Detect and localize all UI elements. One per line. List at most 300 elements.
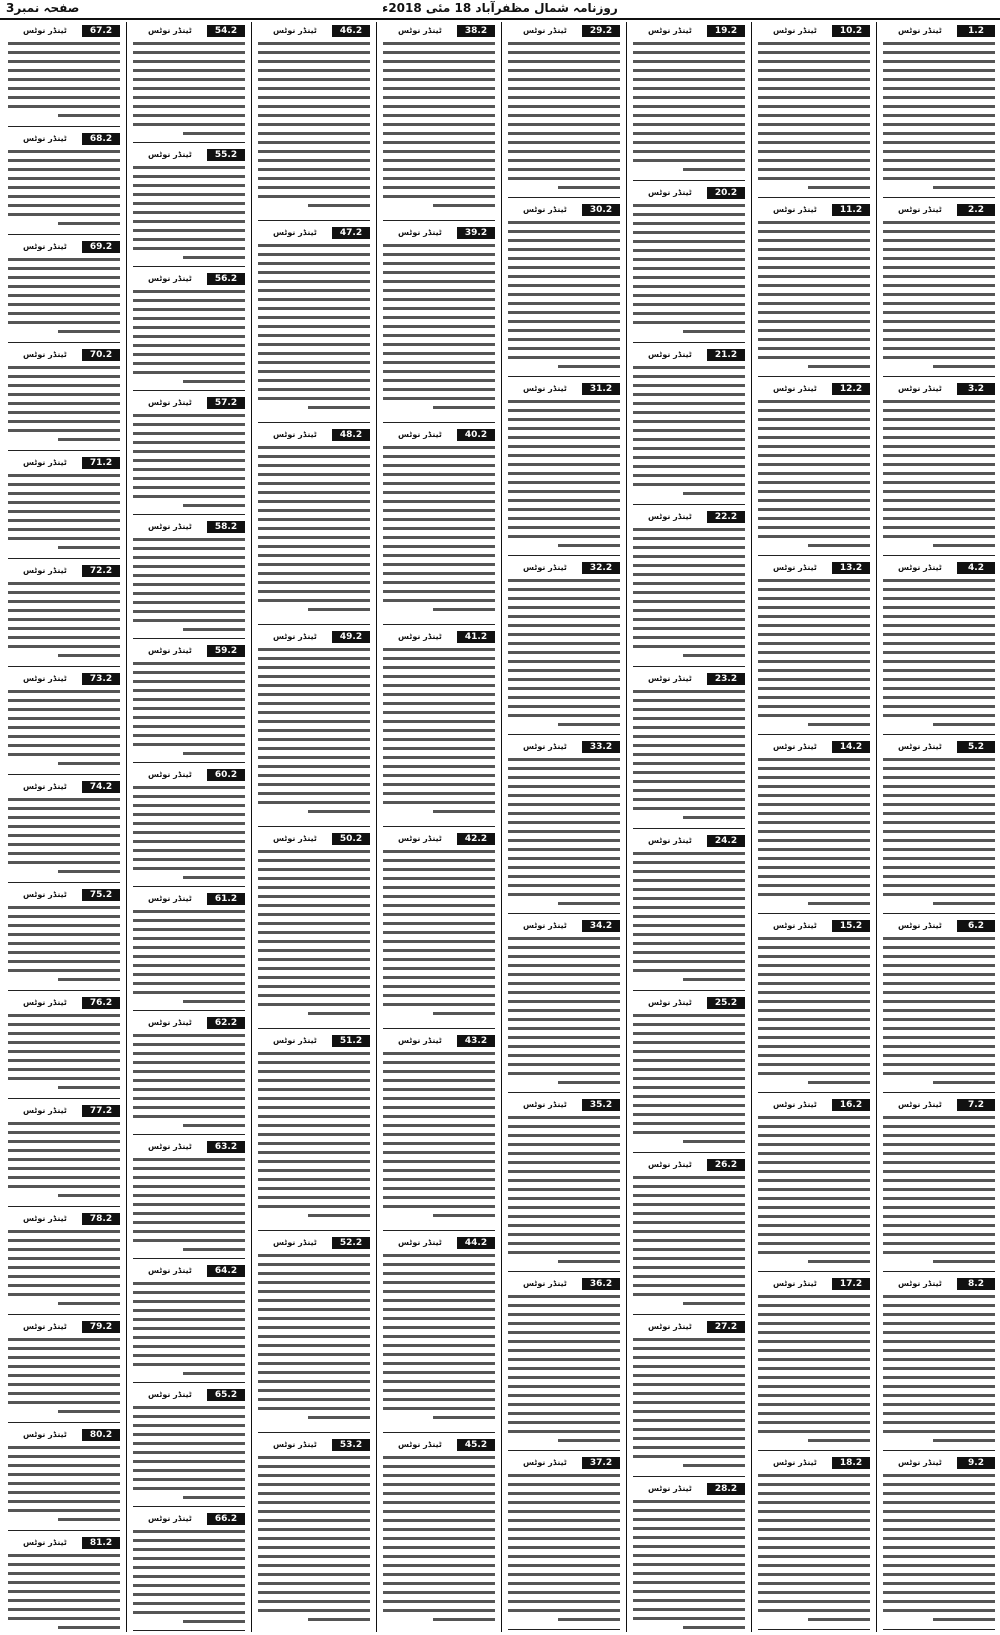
tender-notice-number: 32.2 (582, 562, 620, 574)
tender-notice-body (758, 576, 870, 732)
notice-divider (383, 826, 495, 827)
tender-notice (758, 741, 870, 917)
tender-notice-body (8, 1551, 120, 1632)
tender-notice (133, 645, 245, 766)
tender-notice-body (633, 1173, 745, 1312)
tender-notice-number: 34.2 (582, 920, 620, 932)
tender-notice-number: 56.2 (207, 273, 245, 285)
notice-divider (133, 1506, 245, 1507)
tender-notice-number: 13.2 (832, 562, 870, 574)
tender-notice-body (8, 363, 120, 448)
notice-divider (883, 734, 995, 735)
tender-notice-body (133, 1155, 245, 1256)
tender-notice-header (883, 1099, 995, 1111)
tender-notice (508, 25, 620, 201)
tender-notice-title: ٹینڈر نوٹس (898, 563, 942, 572)
tender-notice (633, 835, 745, 994)
notice-divider (133, 390, 245, 391)
tender-notice-title: ٹینڈر نوٹس (898, 1279, 942, 1288)
tender-notice (133, 397, 245, 518)
tender-notice-title: ٹینڈر نوٹس (148, 398, 192, 407)
notice-divider (258, 220, 370, 221)
tender-notice-body (258, 1049, 370, 1228)
tender-notice (8, 565, 120, 670)
notice-divider (133, 1134, 245, 1135)
tender-notice-body (508, 218, 620, 374)
tender-notice-title: ٹینڈر نوٹس (648, 26, 692, 35)
tender-notice-body (383, 645, 495, 824)
notice-divider (8, 666, 120, 667)
tender-notice-header (8, 889, 120, 901)
notice-divider (633, 1314, 745, 1315)
tender-notice-header (8, 565, 120, 577)
tender-notice-title: ٹینڈر نوٹس (648, 998, 692, 1007)
tender-notice-header (633, 997, 745, 1009)
tender-notice (258, 429, 370, 628)
tender-notice-number: 49.2 (332, 631, 370, 643)
notice-divider (758, 1450, 870, 1451)
notice-divider (8, 342, 120, 343)
tender-notice-title: ٹینڈر نوٹس (23, 458, 67, 467)
tender-notice-header (883, 920, 995, 932)
tender-notice-title: ٹینڈر نوٹس (23, 350, 67, 359)
tender-notice-body (258, 39, 370, 218)
tender-notice-title: ٹینڈر نوٹس (648, 188, 692, 197)
tender-notice-body (883, 576, 995, 732)
column-8 (8, 22, 120, 1632)
tender-notice-body (133, 1403, 245, 1504)
tender-notice-header (258, 1237, 370, 1249)
tender-notice (383, 631, 495, 830)
tender-notice-title: ٹینڈر نوٹس (148, 150, 192, 159)
tender-notice-title: ٹینڈر نوٹس (648, 1484, 692, 1493)
column-7 (133, 22, 245, 1632)
tender-notice-title: ٹینڈر نوٹس (523, 205, 567, 214)
tender-notice (258, 1237, 370, 1436)
tender-notice (8, 1105, 120, 1210)
tender-notice (133, 1389, 245, 1510)
tender-notice-body (758, 39, 870, 195)
tender-notice-title: ٹینڈر نوٹس (148, 894, 192, 903)
tender-notice (633, 673, 745, 832)
column-rule (751, 22, 752, 1632)
tender-notice-header (508, 1457, 620, 1469)
tender-notice-body (383, 39, 495, 218)
tender-notice-title: ٹینڈر نوٹس (23, 242, 67, 251)
tender-notice-title: ٹینڈر نوٹس (898, 742, 942, 751)
tender-notice-header (133, 25, 245, 37)
tender-notice-title: ٹینڈر نوٹس (773, 563, 817, 572)
notice-divider (133, 142, 245, 143)
tender-notice-number: 74.2 (82, 781, 120, 793)
tender-notice-number: 10.2 (832, 25, 870, 37)
tender-notice-body (508, 1471, 620, 1627)
tender-notice-number: 65.2 (207, 1389, 245, 1401)
tender-notice-header (508, 920, 620, 932)
tender-notice-title: ٹینڈر نوٹس (273, 632, 317, 641)
tender-notice-number: 67.2 (82, 25, 120, 37)
notice-divider (383, 220, 495, 221)
tender-notice-number: 61.2 (207, 893, 245, 905)
tender-notice-header (508, 1278, 620, 1290)
tender-notice-title: ٹینڈر نوٹس (523, 742, 567, 751)
tender-notice (258, 1439, 370, 1632)
tender-notice-body (133, 1279, 245, 1380)
tender-notice-body (8, 1443, 120, 1528)
tender-notice-header (883, 1457, 995, 1469)
notice-divider (633, 990, 745, 991)
tender-notice-body (883, 934, 995, 1090)
tender-notice-body (8, 147, 120, 232)
tender-notice-number: 80.2 (82, 1429, 120, 1441)
tender-notice-title: ٹینڈر نوٹس (523, 1100, 567, 1109)
notice-divider (133, 638, 245, 639)
tender-notice-header (758, 204, 870, 216)
notice-divider (133, 762, 245, 763)
tender-notice-number: 37.2 (582, 1457, 620, 1469)
tender-notice-title: ٹینڈر نوٹس (148, 646, 192, 655)
tender-notice-title: ٹینڈر نوٹس (273, 1238, 317, 1247)
tender-notice-body (883, 1292, 995, 1448)
tender-notice-header (383, 25, 495, 37)
tender-notice-title: ٹینڈر نوٹس (773, 1458, 817, 1467)
tender-notice-number: 11.2 (832, 204, 870, 216)
notice-divider (383, 422, 495, 423)
tender-notice (8, 673, 120, 778)
tender-notice-header (133, 769, 245, 781)
notice-divider (258, 1432, 370, 1433)
tender-notice-title: ٹینڈر نوٹس (148, 274, 192, 283)
tender-notice-header (758, 920, 870, 932)
notice-divider (883, 197, 995, 198)
notice-divider (883, 913, 995, 914)
tender-notice-number: 71.2 (82, 457, 120, 469)
tender-notice-number: 26.2 (707, 1159, 745, 1171)
tender-notice-title: ٹینڈر نوٹس (398, 1238, 442, 1247)
notice-divider (758, 734, 870, 735)
tender-notice (8, 1537, 120, 1632)
tender-notice-title: ٹینڈر نوٹس (23, 1538, 67, 1547)
tender-notice-body (633, 1497, 745, 1632)
tender-notice-header (883, 741, 995, 753)
tender-notice (8, 25, 120, 130)
tender-notice-header (133, 893, 245, 905)
tender-notice-title: ٹینڈر نوٹس (23, 566, 67, 575)
tender-notice-title: ٹینڈر نوٹس (648, 1322, 692, 1331)
tender-notice (508, 1099, 620, 1275)
tender-notice-body (633, 1011, 745, 1150)
tender-notice-title: ٹینڈر نوٹس (523, 563, 567, 572)
tender-notice-number: 9.2 (957, 1457, 995, 1469)
tender-notice-body (8, 795, 120, 880)
tender-notice-title: ٹینڈر نوٹس (648, 1160, 692, 1169)
tender-notice-header (758, 562, 870, 574)
tender-notice-body (133, 1031, 245, 1132)
tender-notice-header (508, 383, 620, 395)
tender-notice-header (8, 1321, 120, 1333)
tender-notice-number: 43.2 (457, 1035, 495, 1047)
tender-notice (258, 25, 370, 224)
tender-notice-number: 25.2 (707, 997, 745, 1009)
tender-notice-number: 45.2 (457, 1439, 495, 1451)
notice-divider (8, 1206, 120, 1207)
tender-notice-title: ٹینڈر نوٹس (23, 1106, 67, 1115)
tender-notice (758, 25, 870, 201)
tender-notice-title: ٹینڈر نوٹس (148, 1390, 192, 1399)
tender-notice-body (8, 255, 120, 340)
tender-notice-body (633, 687, 745, 826)
tender-notice-body (258, 847, 370, 1026)
tender-notice-header (133, 273, 245, 285)
notice-divider (883, 555, 995, 556)
tender-notice-body (258, 241, 370, 420)
notice-divider (883, 1450, 995, 1451)
tender-notice-number: 53.2 (332, 1439, 370, 1451)
tender-notice (258, 1035, 370, 1234)
tender-notice-title: ٹینڈر نوٹس (523, 1458, 567, 1467)
tender-notice-number: 54.2 (207, 25, 245, 37)
tender-notice-title: ٹینڈر نوٹس (523, 1279, 567, 1288)
tender-notice-number: 60.2 (207, 769, 245, 781)
tender-notice-title: ٹینڈر نوٹس (773, 205, 817, 214)
tender-notice-header (633, 673, 745, 685)
tender-notice-number: 36.2 (582, 1278, 620, 1290)
tender-notice-title: ٹینڈر نوٹس (648, 674, 692, 683)
tender-notice-header (383, 1439, 495, 1451)
tender-notice-header (758, 1457, 870, 1469)
notice-divider (8, 450, 120, 451)
tender-notice-number: 20.2 (707, 187, 745, 199)
tender-notice (8, 349, 120, 454)
notice-divider (8, 558, 120, 559)
tender-notice-title: ٹینڈر نوٹس (23, 26, 67, 35)
tender-notice-number: 59.2 (207, 645, 245, 657)
notice-divider (633, 180, 745, 181)
tender-notice (633, 511, 745, 670)
tender-notice-number: 14.2 (832, 741, 870, 753)
tender-notice-header (258, 429, 370, 441)
notice-divider (383, 1028, 495, 1029)
tender-notice-header (258, 833, 370, 845)
tender-notice-header (133, 1389, 245, 1401)
tender-notice (883, 383, 995, 559)
tender-notice-header (8, 25, 120, 37)
tender-notice-title: ٹینڈر نوٹس (898, 1100, 942, 1109)
tender-notice-number: 57.2 (207, 397, 245, 409)
tender-notice (633, 1483, 745, 1632)
tender-notice (508, 1457, 620, 1632)
tender-notice-body (508, 755, 620, 911)
tender-notice-header (8, 457, 120, 469)
tender-notice-body (508, 1113, 620, 1269)
tender-notice-number: 33.2 (582, 741, 620, 753)
tender-notice-body (633, 849, 745, 988)
notice-divider (133, 1630, 245, 1631)
notice-divider (758, 913, 870, 914)
tender-notice-header (633, 1321, 745, 1333)
tender-notice-number: 48.2 (332, 429, 370, 441)
tender-notice-header (758, 383, 870, 395)
tender-notice (758, 920, 870, 1096)
tender-notice-header (133, 149, 245, 161)
tender-notice-body (633, 39, 745, 178)
tender-notice-title: ٹینڈر نوٹس (648, 836, 692, 845)
notice-divider (883, 376, 995, 377)
tender-notice-header (633, 187, 745, 199)
notice-divider (883, 1271, 995, 1272)
notice-divider (508, 376, 620, 377)
column-5 (383, 22, 495, 1632)
tender-notice-body (883, 218, 995, 374)
tender-notice-number: 5.2 (957, 741, 995, 753)
notice-divider (8, 1530, 120, 1531)
notice-divider (8, 882, 120, 883)
tender-notice (133, 521, 245, 642)
tender-notice (883, 562, 995, 738)
tender-notice (383, 1035, 495, 1234)
tender-notice-number: 77.2 (82, 1105, 120, 1117)
tender-notice-number: 8.2 (957, 1278, 995, 1290)
tender-notice-body (383, 1251, 495, 1430)
tender-notice-title: ٹینڈر نوٹس (148, 1018, 192, 1027)
tender-notice-number: 72.2 (82, 565, 120, 577)
tender-notice (133, 149, 245, 270)
tender-notice (133, 25, 245, 146)
tender-notice-body (758, 934, 870, 1090)
tender-notice (383, 429, 495, 628)
notice-divider (8, 990, 120, 991)
tender-notice-number: 47.2 (332, 227, 370, 239)
notice-divider (8, 1422, 120, 1423)
notice-divider (633, 342, 745, 343)
tender-notice-number: 16.2 (832, 1099, 870, 1111)
notice-divider (633, 666, 745, 667)
tender-notice (883, 1278, 995, 1454)
tender-notice-number: 51.2 (332, 1035, 370, 1047)
tender-notice-number: 75.2 (82, 889, 120, 901)
tender-notice-title: ٹینڈر نوٹس (398, 26, 442, 35)
tender-notice-body (133, 907, 245, 1008)
tender-notice-body (133, 659, 245, 760)
tender-notice-header (633, 835, 745, 847)
tender-notice-body (883, 397, 995, 553)
tender-notice-header (508, 741, 620, 753)
tender-notice (258, 227, 370, 426)
tender-notice-header (258, 1439, 370, 1451)
tender-notice-body (133, 783, 245, 884)
tender-notice-title: ٹینڈر نوٹس (523, 921, 567, 930)
tender-notice (8, 1429, 120, 1534)
tender-notice (8, 889, 120, 994)
tender-notice-title: ٹینڈر نوٹس (898, 1458, 942, 1467)
notice-divider (508, 1271, 620, 1272)
tender-notice-header (133, 521, 245, 533)
tender-notice-title: ٹینڈر نوٹس (898, 205, 942, 214)
tender-notice (758, 1099, 870, 1275)
tender-notice-number: 42.2 (457, 833, 495, 845)
notice-divider (8, 774, 120, 775)
tender-notice-header (883, 383, 995, 395)
tender-notice-title: ٹینڈر نوٹس (23, 1430, 67, 1439)
notice-divider (508, 1629, 620, 1630)
tender-notice-number: 21.2 (707, 349, 745, 361)
tender-notice (883, 204, 995, 380)
newspaper-date-line: روزنامہ شمال مظفرآباد 18 مئی 2018ء (382, 1, 618, 15)
column-4 (508, 22, 620, 1632)
tender-notice-header (258, 631, 370, 643)
tender-notice-header (633, 511, 745, 523)
tender-notice-header (508, 25, 620, 37)
notice-divider (133, 514, 245, 515)
column-rule (876, 22, 877, 1632)
notice-divider (133, 1382, 245, 1383)
tender-notice-number: 68.2 (82, 133, 120, 145)
column-6 (258, 22, 370, 1632)
tender-notice-number: 31.2 (582, 383, 620, 395)
tender-notice-number: 66.2 (207, 1513, 245, 1525)
tender-notice-body (133, 411, 245, 512)
tender-notice-number: 12.2 (832, 383, 870, 395)
tender-notice-number: 62.2 (207, 1017, 245, 1029)
tender-notice (508, 562, 620, 738)
tender-notice-header (633, 1159, 745, 1171)
tender-notice-title: ٹینڈر نوٹس (898, 26, 942, 35)
tender-notice-header (758, 741, 870, 753)
column-3 (633, 22, 745, 1632)
tender-notice-number: 58.2 (207, 521, 245, 533)
tender-notice-number: 70.2 (82, 349, 120, 361)
notice-divider (133, 266, 245, 267)
tender-notice-body (8, 1227, 120, 1312)
tender-notice-body (883, 1113, 995, 1269)
tender-notice-number: 23.2 (707, 673, 745, 685)
tender-notice-body (133, 1527, 245, 1628)
tender-notice (8, 457, 120, 562)
tender-notice-body (8, 687, 120, 772)
notice-divider (8, 126, 120, 127)
tender-notice-header (8, 1429, 120, 1441)
tender-notice-body (258, 1251, 370, 1430)
tender-notice-header (758, 1099, 870, 1111)
tender-notice-body (508, 934, 620, 1090)
tender-notice-header (258, 1035, 370, 1047)
tender-notice-title: ٹینڈر نوٹس (23, 782, 67, 791)
tender-notice (258, 631, 370, 830)
tender-notice-title: ٹینڈر نوٹس (398, 1440, 442, 1449)
tender-notice-body (258, 443, 370, 622)
column-rule (626, 22, 627, 1632)
notice-divider (508, 555, 620, 556)
tender-notice (133, 273, 245, 394)
tender-notice-header (508, 562, 620, 574)
tender-notice-title: ٹینڈر نوٹس (398, 228, 442, 237)
tender-notice-title: ٹینڈر نوٹس (398, 1036, 442, 1045)
notice-divider (758, 1271, 870, 1272)
tender-notice-number: 76.2 (82, 997, 120, 1009)
tender-notice-number: 44.2 (457, 1237, 495, 1249)
tender-notice-header (633, 25, 745, 37)
tender-notice-header (383, 429, 495, 441)
tender-notice-body (8, 903, 120, 988)
tender-notice-header (383, 833, 495, 845)
tender-notice-body (758, 1292, 870, 1448)
tender-notice-title: ٹینڈر نوٹس (273, 834, 317, 843)
tender-notice-body (8, 1335, 120, 1420)
tender-notice-header (8, 133, 120, 145)
tender-notice-body (508, 576, 620, 732)
tender-notice (758, 1457, 870, 1632)
tender-notice-body (258, 1453, 370, 1632)
